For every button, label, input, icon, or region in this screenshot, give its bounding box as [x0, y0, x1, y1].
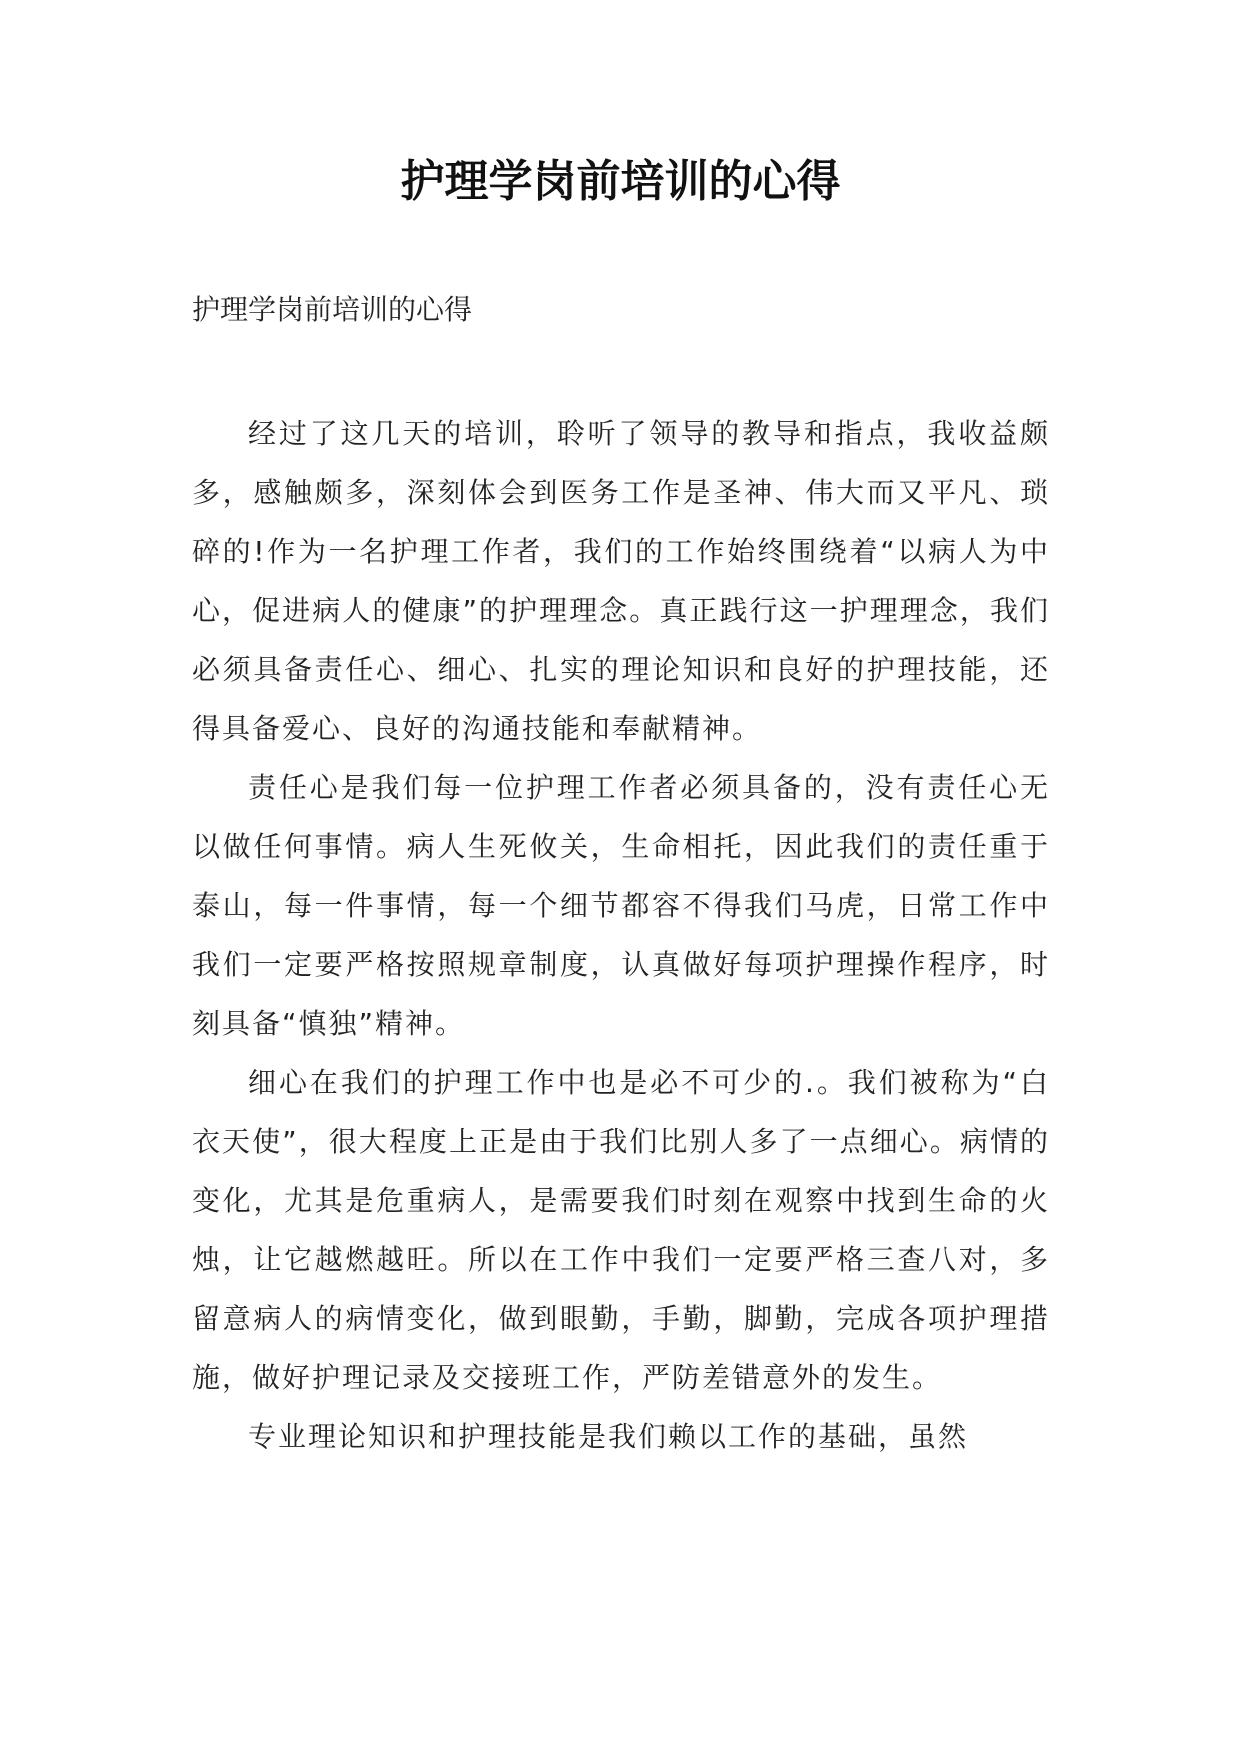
paragraph: 细心在我们的护理工作中也是必不可少的.。我们被称为“白衣天使”，很大程度上正是由于我们比别人多了一点细心。病情的变化，尤其是危重病人，是需要我们时刻在观察中找到生命的火烛，让它越燃越旺。所以在工作中我们一定要严格三查八对，多留意病人的病情变化，做到眼勤，手勤，脚勤，完成各项护理措施，做好护理记录及交接班工作，严防差错意外的发生。	[192, 1066, 1050, 1394]
document-subtitle: 护理学岗前培训的心得	[192, 293, 473, 326]
document-body	[192, 404, 1050, 1466]
paragraph: 经过了这几天的培训，聆听了领导的教导和指点，我收益颇多，感触颇多，深刻体会到医务工作是圣神、伟大而又平凡、琐碎的!作为一名护理工作者，我们的工作始终围绕着“以病人为中心，促进病人的健康”的护理理念。真正践行这一护理理念，我们必须具备责任心、细心、扎实的理论知识和良好的护理技能，还得具备爱心、良好的沟通技能和奉献精神。	[192, 417, 1050, 745]
document-title: 护理学岗前培训的心得	[400, 156, 841, 207]
paragraph: 专业理论知识和护理技能是我们赖以工作的基础，虽然	[248, 1420, 969, 1453]
paragraph: 责任心是我们每一位护理工作者必须具备的，没有责任心无以做任何事情。病人生死攸关，生命相托，因此我们的责任重于泰山，每一件事情，每一个细节都容不得我们马虎，日常工作中我们一定要严格按照规章制度，认真做好每项护理操作程序，时刻具备“慎独”精神。	[192, 771, 1050, 1040]
